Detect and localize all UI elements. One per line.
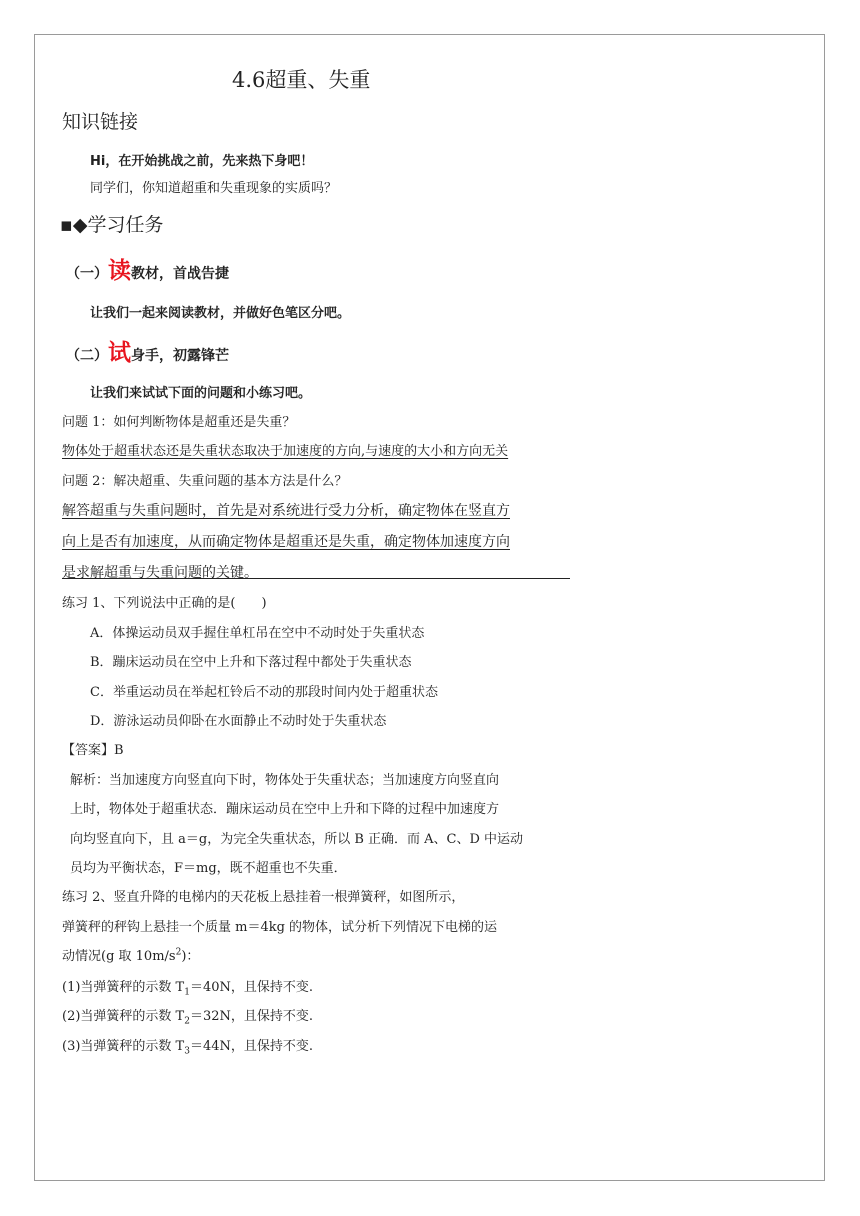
part1-rest: 教材，首战告捷 — [131, 266, 229, 282]
part2-rest: 身手，初露锋芒 — [131, 348, 229, 364]
exercise-2-line3-sup: 2 — [175, 947, 182, 958]
exercise-2-item — [62, 1005, 313, 1027]
exercise-2-line3-pre: 动情况(g 取 10m/s — [62, 949, 176, 964]
item-text: (2)当弹簧秤的示数 T — [62, 1009, 185, 1024]
question-2: 问题 2：解决超重、失重问题的基本方法是什么？ — [62, 474, 348, 489]
exercise-1-stem: 练习 1、下列说法中正确的是( ) — [62, 596, 267, 611]
exercise-2-line: 弹簧秤的秤钩上悬挂一个质量 m＝4kg 的物体，试分析下列情况下电梯的运 — [62, 920, 498, 935]
analysis-line: 向均竖直向下，且 a＝g，为完全失重状态，所以 B 正确．而 A、C、D 中运动 — [70, 832, 524, 847]
item-subscript: 2 — [184, 1016, 190, 1027]
item-text: ＝32N，且保持不变. — [189, 1009, 314, 1024]
knowledge-question: 同学们，你知道超重和失重现象的实质吗？ — [90, 181, 338, 196]
analysis-line: 员均为平衡状态，F＝mg，既不超重也不失重． — [70, 861, 347, 876]
answer-underline — [62, 578, 570, 579]
tasks-heading: ▪◆学习任务 — [60, 214, 164, 236]
exercise-2-line: 练习 2、竖直升降的电梯内的天花板上悬挂着一根弹簧秤，如图所示， — [62, 890, 465, 905]
page-title: 4.6超重、失重 — [232, 68, 371, 92]
part2-heading — [66, 334, 229, 367]
part1-desc: 让我们一起来阅读教材，并做好色笔区分吧。 — [90, 306, 351, 321]
part2-prefix: （二） — [66, 348, 108, 364]
part1-prefix: （一） — [66, 266, 108, 282]
option-b: B．蹦床运动员在空中上升和下落过程中都处于失重状态 — [90, 655, 412, 670]
part2-desc: 让我们来试试下面的问题和小练习吧。 — [90, 386, 312, 401]
question-1: 问题 1：如何判断物体是超重还是失重？ — [62, 415, 296, 430]
option-d: D．游泳运动员仰卧在水面静止不动时处于失重状态 — [90, 714, 387, 729]
knowledge-heading: 知识链接 — [62, 111, 139, 133]
exercise-2-item — [62, 976, 313, 998]
item-text: (3)当弹簧秤的示数 T — [62, 1039, 185, 1054]
exercise-2-line — [62, 945, 199, 964]
part1-big-char: 读 — [108, 257, 131, 284]
analysis-line: 解析：当加速度方向竖直向下时，物体处于失重状态；当加速度方向竖直向 — [70, 773, 500, 788]
part2-big-char: 试 — [108, 339, 131, 366]
question-1-answer: 物体处于超重状态还是失重状态取决于加速度的方向,与速度的大小和方向无关 — [62, 444, 509, 459]
exercise-2-line3-post: )： — [181, 949, 200, 964]
analysis-line: 上时，物体处于超重状态．蹦床运动员在空中上升和下降的过程中加速度方 — [70, 802, 500, 817]
part1-heading — [66, 252, 229, 285]
item-text: ＝44N，且保持不变. — [189, 1039, 314, 1054]
question-2-answer-line: 向上是否有加速度，从而确定物体是超重还是失重，确定物体加速度方向 — [62, 534, 510, 550]
exercise-2-item — [62, 1035, 313, 1057]
item-subscript: 1 — [184, 987, 190, 998]
item-text: ＝40N，且保持不变. — [189, 980, 314, 995]
option-a: A．体操运动员双手握住单杠吊在空中不动时处于失重状态 — [90, 626, 425, 641]
item-subscript: 3 — [184, 1046, 190, 1057]
exercise-1-answer: 【答案】B — [62, 743, 124, 758]
question-2-answer-line: 是求解超重与失重问题的关键。 — [62, 565, 258, 581]
item-text: (1)当弹簧秤的示数 T — [62, 980, 185, 995]
option-c: C．举重运动员在举起杠铃后不动的那段时间内处于超重状态 — [90, 685, 438, 700]
question-2-answer-line: 解答超重与失重问题时，首先是对系统进行受力分析，确定物体在竖直方 — [62, 503, 510, 519]
greeting-text: Hi，在开始挑战之前，先来热下身吧！ — [90, 154, 314, 169]
